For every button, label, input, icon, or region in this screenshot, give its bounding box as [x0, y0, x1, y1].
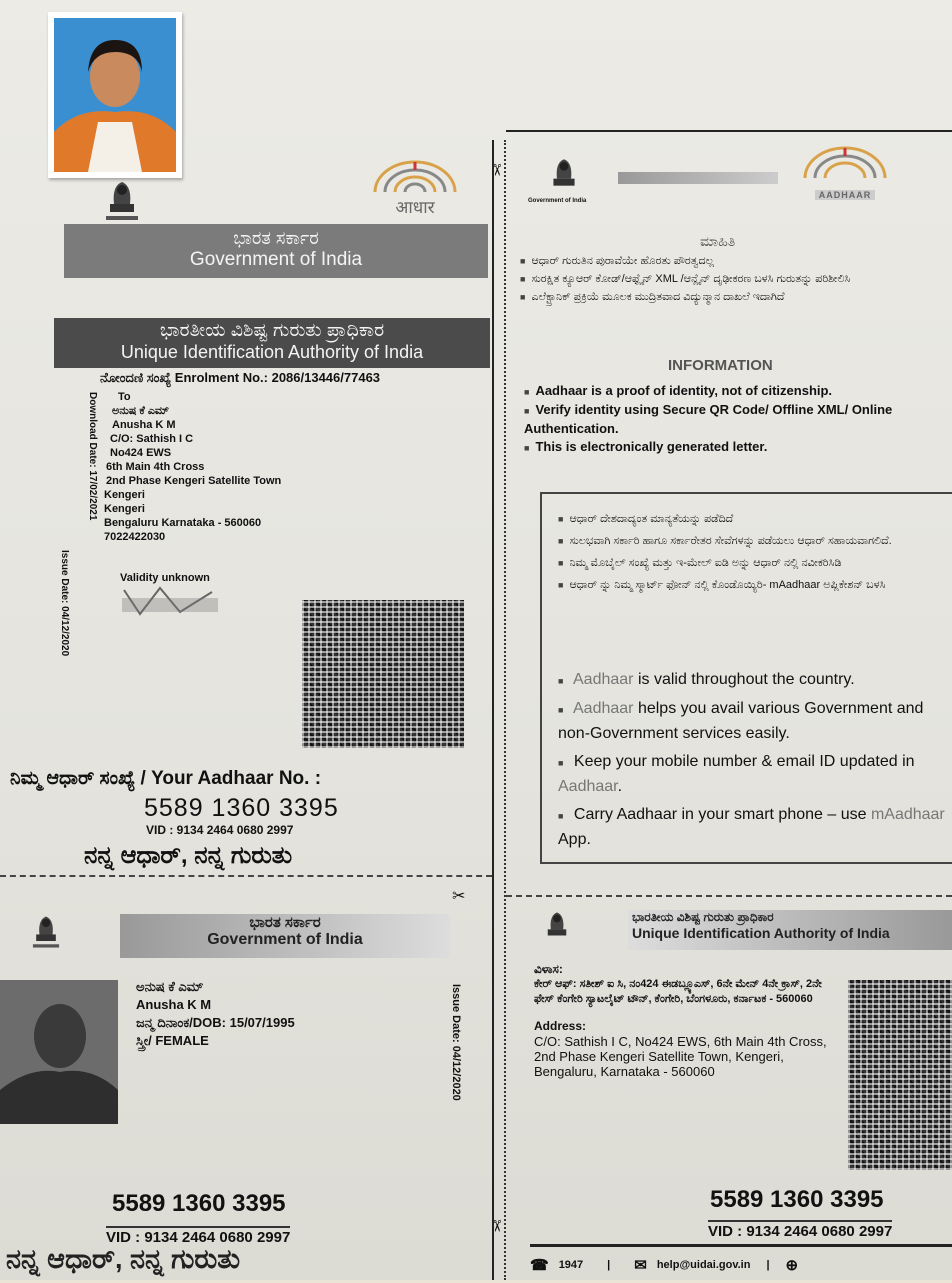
ashoka-emblem-icon — [100, 176, 144, 226]
address-line: 6th Main 4th Cross — [106, 461, 205, 473]
card-gov-en: Government of India — [207, 931, 363, 948]
vid-main: VID : 9134 2464 0680 2997 — [146, 823, 294, 837]
ashoka-emblem-icon — [540, 904, 574, 950]
card-name-kn: ಅನುಷ ಕೆ ಎಮ್ — [136, 979, 204, 994]
vertical-cut-line — [492, 140, 506, 1280]
box-en-text: Keep your mobile number & email ID updated in — [573, 753, 915, 770]
card-dob: ಜನ್ಮ ದಿನಾಂಕ/DOB: 15/07/1995 — [136, 1015, 295, 1030]
info-list-en — [524, 382, 948, 457]
card-back-vid: VID : 9134 2464 0680 2997 — [708, 1220, 892, 1240]
info-kn-item: ■ ಆಧಾರ್ ಗುರುತಿನ ಪುರಾವೆಯೇ ಹೊರತು ಪೌರತ್ವದಲ್ಲ — [520, 254, 940, 268]
info-kn-item: ■ ಎಲೆಕ್ಟ್ರಾನಿಕ್ ಪ್ರಕ್ರಿಯೆ ಮೂಲಕ ಮುದ್ರಿತವಾದ ವಿದ್ಯುನ್ಮಾನ ದಾಖಲೆ ಇದಾಗಿದೆ — [520, 290, 940, 304]
info-list-kn — [520, 254, 940, 304]
card-aadhaar-number: 5589 1360 3395 — [112, 1190, 286, 1217]
globe-icon: ⊕ — [785, 1257, 799, 1274]
aadhaar-logo-text: AADHAAR — [815, 190, 876, 200]
card-address — [534, 962, 830, 1079]
address-line: No424 EWS — [110, 447, 172, 459]
card-gender: ಸ್ತ್ರೀ/ FEMALE — [136, 1033, 209, 1048]
address-line: Kengeri — [104, 503, 145, 515]
info-en-item: ■ Aadhaar is a proof of identity, not of citizenship. — [524, 382, 948, 401]
card-gov-banner — [120, 914, 450, 958]
ashoka-emblem-icon — [28, 908, 64, 956]
gov-kn-label: ಭಾರತ ಸರ್ಕಾರ — [233, 228, 319, 248]
aadhaar-logo-right — [790, 146, 900, 202]
aadhaar-highlight: Aadhaar — [558, 778, 618, 795]
uidai-banner — [54, 318, 490, 368]
your-aadhaar-kn: ನಿಮ್ಮ ಆಧಾರ್ ಸಂಖ್ಯೆ — [10, 768, 136, 789]
info-title-kn: ಮಾಹಿತಿ — [700, 233, 736, 249]
aadhaar-highlight: mAadhaar — [870, 806, 945, 823]
helpline-number: 1947 — [558, 1259, 584, 1271]
info-title-en: INFORMATION — [668, 357, 773, 374]
box-list-kn — [558, 512, 938, 592]
contact-bar — [530, 1244, 952, 1283]
address-line: Kengeri — [104, 489, 145, 501]
aadhaar-logo-text: आधार — [395, 198, 435, 218]
box-en-item — [558, 750, 952, 799]
card-qr-code — [848, 980, 952, 1170]
card-tagline: ನನ್ನ ಆಧಾರ್, ನನ್ನ ಗುರುತು — [6, 1244, 241, 1274]
address-line: C/O: Sathish I C — [110, 433, 194, 445]
validity-text: Validity unknown — [120, 572, 210, 584]
separator: | — [766, 1259, 770, 1271]
info-en-item: ■ This is electronically generated letter. — [524, 438, 948, 457]
address-line: 2nd Phase Kengeri Satellite Town — [106, 475, 282, 487]
phone-number: 7022422030 — [104, 531, 166, 543]
card-back-aadhaar-number: 5589 1360 3395 — [710, 1186, 884, 1213]
box-en-item — [558, 697, 952, 746]
download-date: Download Date: 17/02/2021 — [87, 392, 98, 521]
phone-icon: ☎ — [530, 1257, 549, 1274]
card-name-en: Anusha K M — [136, 997, 212, 1012]
separator: | — [607, 1259, 611, 1271]
address-line: Bengaluru Karnataka - 560060 — [104, 517, 262, 529]
email-icon: ✉ — [634, 1257, 647, 1274]
aadhaar-fingerprint-icon — [790, 146, 900, 180]
passport-photo — [48, 12, 182, 178]
ashoka-emblem-icon — [544, 154, 584, 198]
horizontal-cut-line — [0, 875, 492, 877]
issue-date-vertical: Issue Date: 04/12/2020 — [59, 550, 70, 657]
aadhaar-number-main: 5589 1360 3395 — [144, 794, 339, 822]
grey-stripe — [618, 172, 778, 184]
gov-banner — [64, 224, 488, 278]
card-photo — [0, 980, 118, 1124]
box-list-en — [558, 668, 952, 852]
card-uidai-banner — [628, 910, 952, 950]
address-label-en: Address: — [534, 1019, 587, 1033]
validity-stamp — [120, 572, 230, 622]
info-kn-item: ■ ಸುರಕ್ಷಿತ ಕ್ಯೂಆರ್ ಕೋಡ್/ಆಫ್ಲೈನ್ XML /ಆನ್ಲೈನ್ ದೃಢೀಕರಣ ಬಳಸಿ ಗುರುತನ್ನು ಪರಿಶೀಲಿಸಿ — [520, 272, 940, 286]
card-issue-date: Issue Date: 04/12/2020 — [450, 984, 462, 1101]
recipient-address — [104, 390, 324, 544]
scissors-icon: ✂ — [487, 1219, 505, 1233]
info-en-item: ■ Verify identity using Secure QR Code/ Offline XML/ Online Authentication. — [524, 401, 948, 438]
address-label-kn: ವಿಳಾಸ: — [534, 962, 563, 976]
address-line: To — [118, 391, 131, 403]
box-en-text: . — [617, 778, 623, 795]
aadhaar-logo — [360, 160, 470, 216]
card-holder-details — [136, 978, 456, 1050]
tagline-top: ನನ್ನ ಆಧಾರ್, ನನ್ನ ಗುರುತು — [84, 842, 293, 869]
box-en-text: App. — [558, 831, 591, 848]
gov-en-label: Government of India — [189, 249, 363, 270]
box-kn-item: ■ ಆಧಾರ್ ದೇಶದಾದ್ಯಂತ ಮಾನ್ಯತೆಯನ್ನು ಪಡೆದಿದೆ — [558, 512, 938, 526]
uidai-kn-label: ಭಾರತೀಯ ವಿಶಿಷ್ಟ ಗುರುತು ಪ್ರಾಧಿಕಾರ — [159, 320, 385, 341]
address-kn: ಕೇರ್ ಆಫ್: ಸತೀಶ್ ಐ ಸಿ, ನಂ424 ಈಡಬ್ಲ್ಯೂಎಸ್, 6ನೇ ಮೇನ್ 4ನೇ ಕ್ರಾಸ್, 2ನೇ ಫೇಸ್ ಕೆಂಗೇರಿ ಸ್ಯಾಟಲೈಟ್ ಟೌನ್, ಕೆಂಗೇರಿ, ಬೆಂಗಳೂರು, ಕರ್ನಾಟಕ - 560060 — [534, 978, 822, 1005]
info-box — [540, 492, 952, 864]
horizontal-cut-line — [506, 895, 952, 897]
box-en-item — [558, 668, 952, 693]
card-vid: VID : 9134 2464 0680 2997 — [106, 1226, 290, 1246]
card-uidai-en: Unique Identification Authority of India — [632, 925, 890, 941]
your-aadhaar-en: / Your Aadhaar No. : — [140, 768, 322, 789]
aadhaar-highlight: Aadhaar — [573, 700, 634, 717]
address-en: C/O: Sathish I C, No424 EWS, 6th Main 4th Cross, 2nd Phase Kengeri Satellite Town, Kengeri, Bengaluru, Karnataka - 560060 — [534, 1034, 827, 1079]
box-en-item — [558, 803, 952, 852]
aadhaar-highlight: Aadhaar — [573, 671, 634, 688]
scissors-icon: ✂ — [452, 888, 466, 905]
scissors-icon: ✂ — [487, 163, 505, 177]
box-en-text: Carry Aadhaar in your smart phone – use — [573, 806, 871, 823]
box-en-text: is valid throughout the country. — [633, 671, 855, 688]
qr-code — [302, 600, 464, 748]
uidai-en-label: Unique Identification Authority of India — [120, 342, 424, 362]
digital-signature-mark — [120, 584, 220, 618]
card-gov-kn: ಭಾರತ ಸರ್ಕಾರ — [249, 914, 321, 931]
card-uidai-kn: ಭಾರತೀಯ ವಿಶಿಷ್ಟ ಗುರುತು ಪ್ರಾಧಿಕಾರ — [632, 910, 774, 924]
aadhaar-fingerprint-icon — [360, 160, 470, 194]
box-kn-item: ■ ಸುಲಭವಾಗಿ ಸರ್ಕಾರಿ ಹಾಗೂ ಸರ್ಕಾರೇತರ ಸೇವೆಗಳನ್ನು ಪಡೆಯಲು ಆಧಾರ್ ಸಹಾಯವಾಗಲಿದೆ. — [558, 534, 938, 548]
box-kn-item: ■ ಆಧಾರ್ ನ್ನು ನಿಮ್ಮ ಸ್ಮಾರ್ಟ್ ಫೋನ್ ನಲ್ಲಿ ಕೊಂಡೊಯ್ಯಿರಿ- mAadhaar ಅಪ್ಲಿಕೇಶನ್ ಬಳಸಿ — [558, 578, 938, 592]
emblem-caption: Government of India — [528, 198, 587, 204]
help-email: help@uidai.gov.in — [656, 1259, 751, 1271]
your-aadhaar-heading — [10, 768, 490, 790]
address-line: Anusha K M — [112, 419, 176, 431]
address-line: ಅನುಷ ಕೆ ಎಮ್ — [112, 405, 169, 417]
box-en-text: helps you avail various Government and non-Government services easily. — [558, 700, 924, 742]
box-kn-item: ■ ನಿಮ್ಮ ಮೊಬೈಲ್ ಸಂಖ್ಯೆ ಮತ್ತು ಇ-ಮೇಲ್ ಐಡಿ ಅನ್ನು ಆಧಾರ್ ನಲ್ಲಿ ನವೀಕರಿಸಿಡಿ — [558, 556, 938, 570]
enrolment-number: ನೋಂದಣಿ ಸಂಖ್ಯೆ Enrolment No.: 2086/13446/77463 — [100, 370, 381, 385]
